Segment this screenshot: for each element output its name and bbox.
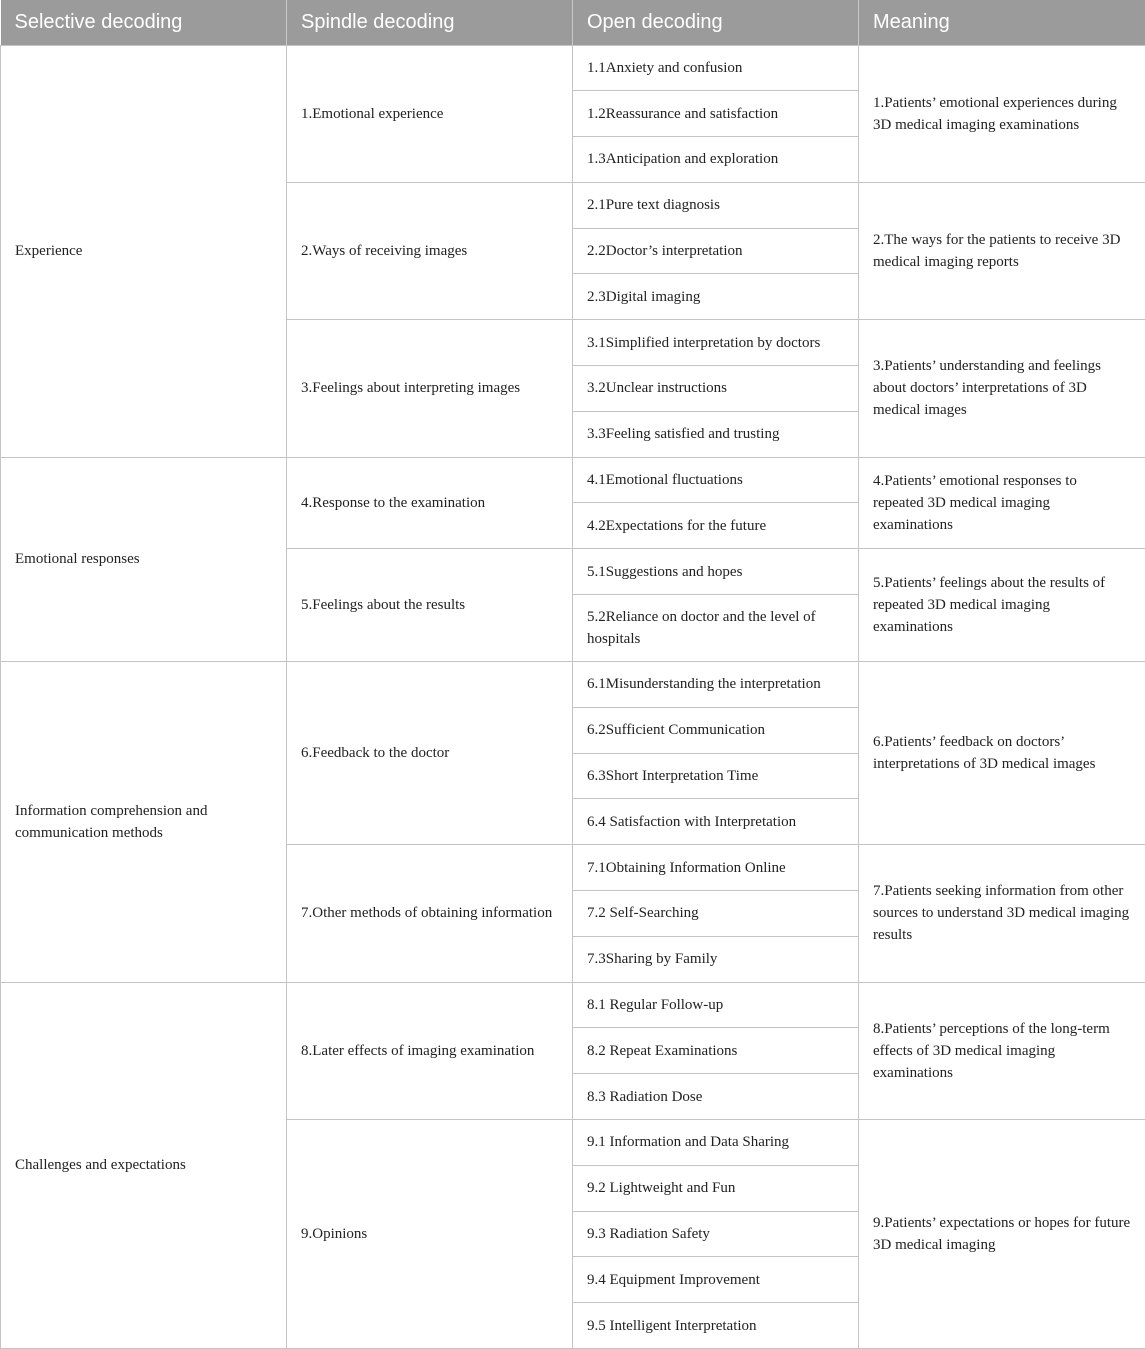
open-code-cell: 6.2Sufficient Communication — [573, 707, 859, 753]
open-code-cell: 9.5 Intelligent Interpretation — [573, 1303, 859, 1349]
open-code-cell: 7.1Obtaining Information Online — [573, 845, 859, 891]
spindle-cell: 9.Opinions — [287, 1120, 573, 1349]
meaning-cell: 3.Patients’ understanding and feelings about doctors’ interpretations of 3D medical images — [859, 320, 1145, 457]
open-code-cell: 5.2Reliance on doctor and the level of hospitals — [573, 595, 859, 662]
open-code-cell: 1.2Reassurance and satisfaction — [573, 91, 859, 137]
open-code-cell: 9.1 Information and Data Sharing — [573, 1120, 859, 1166]
open-code-cell: 2.2Doctor’s interpretation — [573, 228, 859, 274]
open-code-cell: 8.1 Regular Follow-up — [573, 982, 859, 1028]
open-code-cell: 9.3 Radiation Safety — [573, 1211, 859, 1257]
open-code-cell: 9.2 Lightweight and Fun — [573, 1165, 859, 1211]
selective-cell: Information comprehension and communication methods — [1, 662, 287, 983]
table-row — [1, 982, 1145, 1028]
selective-cell: Experience — [1, 45, 287, 457]
selective-cell: Challenges and expectations — [1, 982, 287, 1348]
open-code-cell: 8.3 Radiation Dose — [573, 1074, 859, 1120]
open-code-cell: 8.2 Repeat Examinations — [573, 1028, 859, 1074]
open-code-cell: 2.3Digital imaging — [573, 274, 859, 320]
open-code-cell: 1.1Anxiety and confusion — [573, 45, 859, 91]
meaning-cell: 4.Patients’ emotional responses to repeated 3D medical imaging examinations — [859, 457, 1145, 549]
spindle-cell: 1.Emotional experience — [287, 45, 573, 182]
table-row — [1, 45, 1145, 91]
spindle-cell: 3.Feelings about interpreting images — [287, 320, 573, 457]
meaning-cell: 1.Patients’ emotional experiences during 3D medical imaging examinations — [859, 45, 1145, 182]
header-open-decoding: Open decoding — [573, 0, 859, 45]
meaning-cell: 5.Patients’ feelings about the results of repeated 3D medical imaging examinations — [859, 549, 1145, 662]
spindle-cell: 5.Feelings about the results — [287, 549, 573, 662]
spindle-cell: 6.Feedback to the doctor — [287, 662, 573, 845]
open-code-cell: 4.1Emotional fluctuations — [573, 457, 859, 503]
header-selective-decoding: Selective decoding — [1, 0, 287, 45]
meaning-cell: 6.Patients’ feedback on doctors’ interpretations of 3D medical images — [859, 662, 1145, 845]
meaning-cell: 9.Patients’ expectations or hopes for future 3D medical imaging — [859, 1120, 1145, 1349]
open-code-cell: 6.4 Satisfaction with Interpretation — [573, 799, 859, 845]
open-code-cell: 1.3Anticipation and exploration — [573, 137, 859, 183]
open-code-cell: 5.1Suggestions and hopes — [573, 549, 859, 595]
selective-cell: Emotional responses — [1, 457, 287, 661]
open-code-cell: 2.1Pure text diagnosis — [573, 182, 859, 228]
open-code-cell: 6.3Short Interpretation Time — [573, 753, 859, 799]
meaning-cell: 7.Patients seeking information from other sources to understand 3D medical imaging results — [859, 845, 1145, 982]
spindle-cell: 8.Later effects of imaging examination — [287, 982, 573, 1119]
spindle-cell: 2.Ways of receiving images — [287, 182, 573, 319]
table-header — [1, 0, 1145, 45]
open-code-cell: 7.3Sharing by Family — [573, 936, 859, 982]
header-row — [1, 0, 1145, 45]
meaning-cell: 8.Patients’ perceptions of the long-term effects of 3D medical imaging examinations — [859, 982, 1145, 1119]
table-row — [1, 457, 1145, 503]
header-meaning: Meaning — [859, 0, 1145, 45]
open-code-cell: 3.2Unclear instructions — [573, 366, 859, 412]
table-body — [1, 45, 1145, 1349]
open-code-cell: 3.3Feeling satisfied and trusting — [573, 411, 859, 457]
open-code-cell: 3.1Simplified interpretation by doctors — [573, 320, 859, 366]
open-code-cell: 9.4 Equipment Improvement — [573, 1257, 859, 1303]
open-code-cell: 7.2 Self-Searching — [573, 891, 859, 937]
header-spindle-decoding: Spindle decoding — [287, 0, 573, 45]
open-code-cell: 4.2Expectations for the future — [573, 503, 859, 549]
table-row — [1, 662, 1145, 708]
spindle-cell: 7.Other methods of obtaining information — [287, 845, 573, 982]
spindle-cell: 4.Response to the examination — [287, 457, 573, 549]
meaning-cell: 2.The ways for the patients to receive 3D medical imaging reports — [859, 182, 1145, 319]
open-code-cell: 6.1Misunderstanding the interpretation — [573, 662, 859, 708]
